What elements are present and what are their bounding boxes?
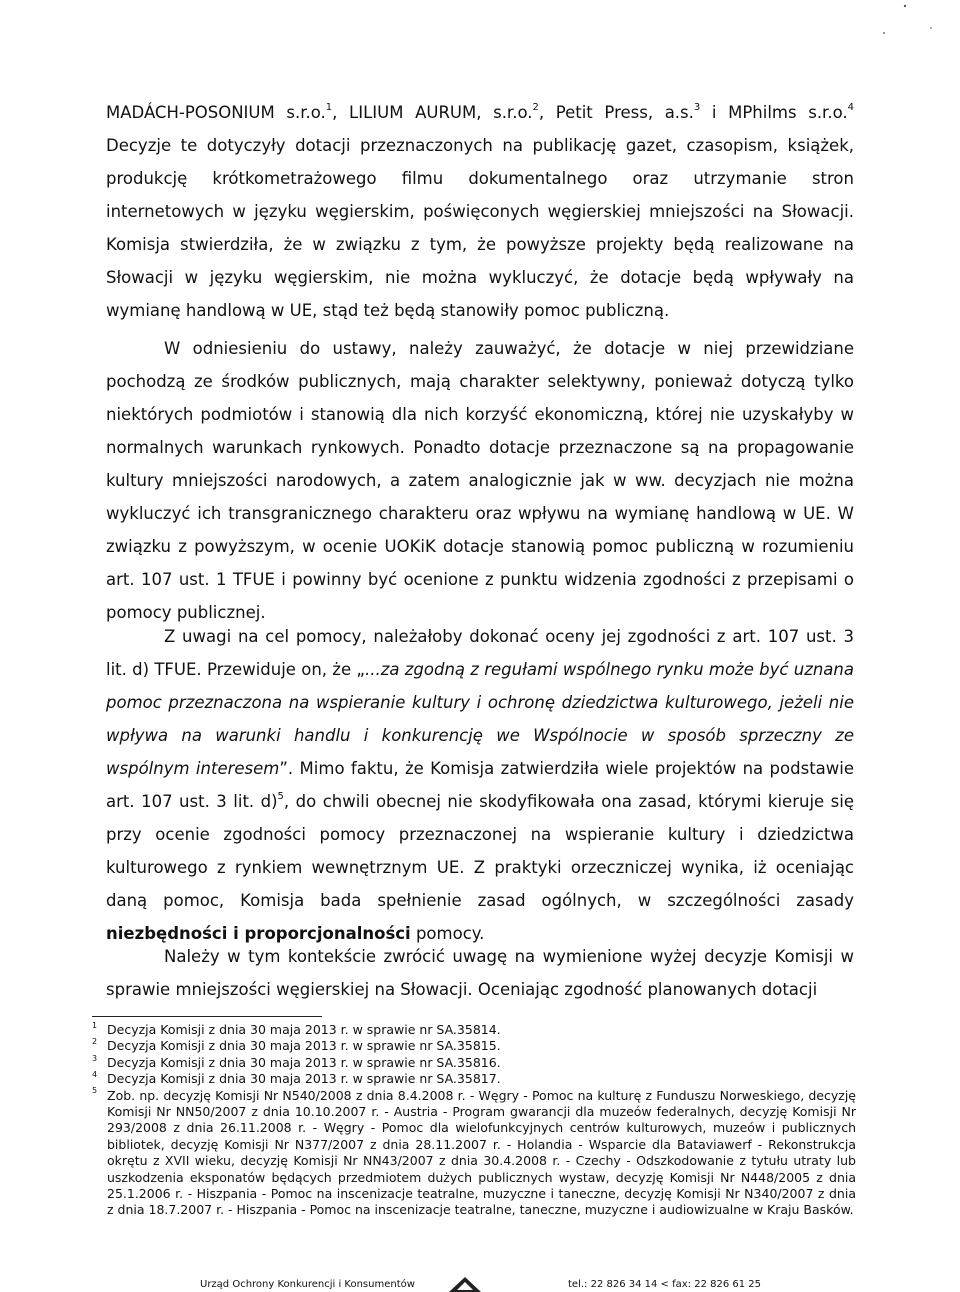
- footnote-text: Decyzja Komisji z dnia 30 maja 2013 r. w sprawie nr SA.35815.: [107, 1038, 501, 1054]
- entity-petit: , Petit Press, a.s.: [538, 103, 694, 122]
- footnote-text: Decyzja Komisji z dnia 30 maja 2013 r. w sprawie nr SA.35816.: [107, 1054, 501, 1070]
- page-footer: [0, 1276, 960, 1292]
- footnote-text: Zob. np. decyzję Komisji Nr N540/2008 z dnia 8.4.2008 r. - Węgry - Pomoc na kulturę z Funduszu Norweskiego, decyzję Komisji Nr NN50/2007 z dnia 10.10.2007 r. - Austria - Program gwarancji dla muzeów federalnych, decyzję Komisji Nr 293/2008 z dnia 26.11.2008 r. - Węgry - Pomoc dla wielofunkcyjnych centrów kulturowych, muzeów i publicznych bibliotek, decyzję Komisji Nr N377/2007 z dnia 28.11.2007 r. - Holandia - Wsparcie dla Bataviawerf - Rekonstrukcja okrętu z XVII wieku, decyzję Komisji Nr NN43/2007 z dnia 30.4.2008 r. - Czechy - Odszkodowanie z tytułu utraty lub uszkodzenia eksponatów będących przedmiotem dużych publicznych wystaw, decyzję Komisji Nr N448/2005 z dnia 25.1.2006 r. - Hiszpania - Pomoc na inscenizacje teatralne, muzyczne i taneczne, decyzję Komisji Nr N340/2007 z dnia z dnia 18.7.2007 r. - Hiszpania - Pomoc na inscenizacje teatralne, taneczne, muzyczne i audiowizualne w Kraju Basków.: [107, 1087, 856, 1218]
- paragraph-compatibility: [106, 620, 854, 950]
- footnote-item: $^4$ Decyzja Komisji z dnia 30 maja 2013 r. w sprawie nr SA.35817.: [92, 1070, 501, 1087]
- paragraph-entities: [106, 96, 854, 327]
- entity-lilium: , LILIUM AURUM, s.r.o.: [332, 103, 533, 122]
- paragraph-act-analysis-text: W odniesieniu do ustawy, należy zauważyć, że dotacje w niej przewidziane pochodzą ze środków publicznych, mają charakter selektywny, ponieważ dotyczą tylko niektórych podmiotów i stanowią dla nich korzyść ekonomiczną, której nie uzyskałyby w normalnych warunkach rynkowych. Ponadto dotacje przeznaczone są na propagowanie kultury mniejszości narodowych, a zatem analogicznie jak w ww. decyzjach nie można wykluczyć ich transgranicznego charakteru oraz wpływu na wymianę handlową w UE. W związku z powyższym, w ocenie UOKiK dotacje stanowią pomoc publiczną w rozumieniu art. 107 ust. 1 TFUE i powinny być ocenione z punktu widzenia zgodności z przepisami o pomocy publicznej.: [106, 339, 854, 622]
- footnote-ref-1[interactable]: 1: [325, 101, 333, 113]
- footnotes: [92, 1022, 856, 1219]
- footnote-text: Decyzja Komisji z dnia 30 maja 2013 r. w sprawie nr SA.35814.: [107, 1022, 501, 1037]
- compat-end: pomocy.: [410, 924, 485, 943]
- entity-madach: MADÁCH-POSONIUM s.r.o.: [106, 103, 326, 122]
- footnote-item: $^1$ Decyzja Komisji z dnia 30 maja 2013 r. w sprawie nr SA.35814.: [92, 1020, 501, 1037]
- compat-quote: ...za zgodną z regułami wspólnego rynku może być uznana pomoc przeznaczona na wspieranie kultury i ochronę dziedzictwa kulturowego, jeżeli nie wpływa na warunki handlu i konkurencję we Wspólnocie w sposób sprzeczny ze wspólnym interesem: [106, 660, 854, 778]
- paragraph-entities-body: Decyzje te dotyczyły dotacji przeznaczonych na publikację gazet, czasopism, książek, produkcję krótkometrażowego filmu dokumentalnego oraz utrzymanie stron internetowych w języku węgierskim, poświęconych węgierskiej mniejszości na Słowacji. Komisja stwierdziła, że w związku z tym, że powyższe projekty będą realizowane na Słowacji w języku węgierskim, nie można wykluczyć, że dotacje będą wpływały na wymianę handlową w UE, stąd też będą stanowiły pomoc publiczną.: [106, 136, 854, 320]
- footnote-item: $^3$ Decyzja Komisji z dnia 30 maja 2013 r. w sprawie nr SA.35816.: [92, 1053, 501, 1070]
- footnote-ref-2[interactable]: 2: [532, 101, 539, 113]
- footnote-item: $^5$ Zob. np. decyzję Komisji Nr N540/2008 z dnia 8.4.2008 r. - Węgry - Pomoc na kulturę z Funduszu Norweskiego, decyzję Komisji Nr NN50/2007 z dnia 10.10.2007 r. - Austria - Program gwarancji dla muzeów federalnych, decyzję Komisji Nr 293/2008 z dnia 26.11.2008 r. - Węgry - Pomoc dla wielofunkcyjnych centrów kulturowych, muzeów i publicznych bibliotek, decyzję Komisji Nr N377/2007 z dnia 28.11.2007 r. - Holandia - Wsparcie dla Bataviawerf - Rekonstrukcja okrętu z XVII wieku, decyzję Komisji Nr NN43/2007 z dnia 30.4.2008 r. - Czechy - Odszkodowanie z tytułu utraty lub uszkodzenia eksponatów będących przedmiotem dużych publicznych wystaw, decyzję Komisji Nr N448/2005 z dnia 25.1.2006 r. - Hiszpania - Pomoc na inscenizacje teatralne, muzyczne i taneczne, decyzję Komisji Nr N340/2007 z dnia z dnia 18.7.2007 r. - Hiszpania - Pomoc na inscenizacje teatralne, taneczne, muzyczne i audiowizualne w Kraju Basków.: [92, 1086, 856, 1218]
- entity-mphilms: i MPhilms s.r.o.: [700, 103, 848, 122]
- scan-specks: [0, 0, 960, 40]
- paragraph-context-text: Należy w tym kontekście zwrócić uwagę na wymienione wyżej decyzje Komisji w sprawie mniejszości węgierskiej na Słowacji. Oceniając zgodność planowanych dotacji: [106, 947, 854, 999]
- compat-after-quote: ”. Mimo faktu, że Komisja zatwierdziła wiele projektów na podstawie art. 107 ust. 3 lit. d): [106, 759, 855, 811]
- footnote-item: $^2$ Decyzja Komisji z dnia 30 maja 2013 r. w sprawie nr SA.35815.: [92, 1037, 501, 1054]
- footer-office-name: Urząd Ochrony Konkurencji i Konsumentów: [200, 1279, 415, 1290]
- compat-intro: Z uwagi na cel pomocy, należałoby dokonać oceny jej zgodności z art. 107 ust. 3 lit. d) TFUE. Przewiduje on, że „: [106, 627, 854, 679]
- footnote-ref-3[interactable]: 3: [693, 101, 701, 113]
- footnote-text: Decyzja Komisji z dnia 30 maja 2013 r. w sprawie nr SA.35817.: [107, 1071, 501, 1087]
- compat-body: , do chwili obecnej nie skodyfikowała ona zasad, którymi kieruje się przy ocenie zgodności pomocy przeznaczonej na wspieranie kultury i dziedzictwa kulturowego z rynkiem wewnętrznym UE. Z praktyki orzeczniczej wynika, iż oceniając daną pomoc, Komisja bada spełnienie zasad ogólnych, w szczególności zasady: [106, 792, 854, 910]
- paragraph-act-analysis: [106, 332, 854, 629]
- footnote-divider: [92, 1016, 322, 1017]
- footnote-ref-5[interactable]: 5: [277, 790, 284, 802]
- compat-bold-principles: niezbędności i proporcjonalności: [106, 924, 411, 943]
- paragraph-context: [106, 940, 854, 1006]
- uokik-logo-icon: [448, 1276, 482, 1292]
- footnote-ref-4[interactable]: 4: [847, 101, 855, 113]
- footer-contact: tel.: 22 826 34 14 < fax: 22 826 61 25: [568, 1279, 762, 1290]
